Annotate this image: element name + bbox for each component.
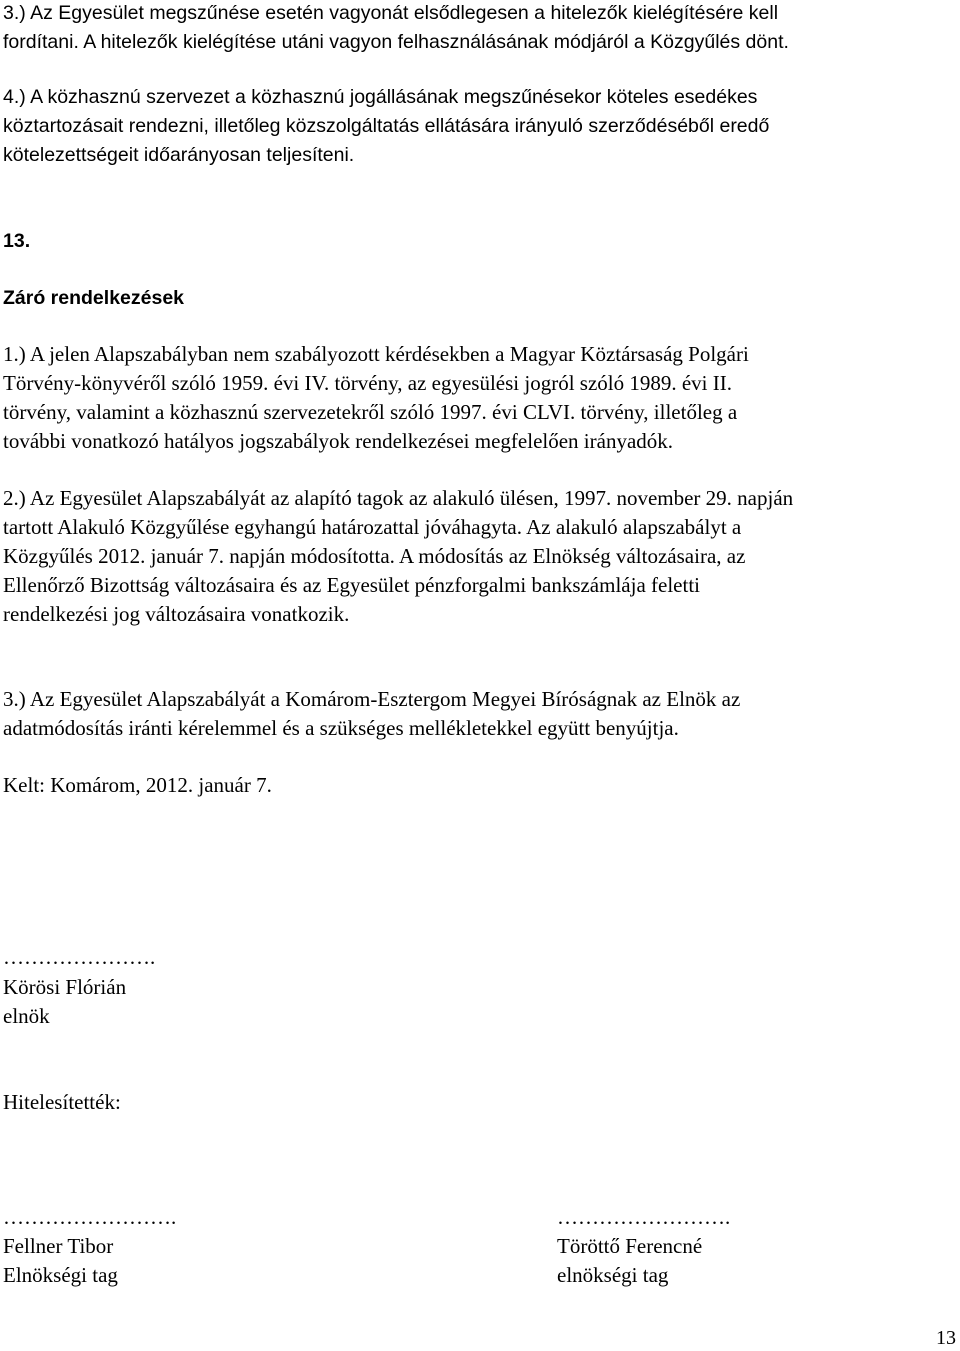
paragraph-4-line-3: kötelezettségeit időarányosan teljesíteni. bbox=[3, 144, 355, 166]
section-title: Záró rendelkezések bbox=[3, 287, 185, 309]
paragraph-4-line-1: 4.) A közhasznú szervezet a közhasznú jogállásának megszűnésekor köteles esedékes bbox=[3, 86, 758, 108]
section-number-text: 13. bbox=[3, 230, 31, 252]
signer-left-name: Fellner Tibor bbox=[3, 1234, 114, 1258]
president-role: elnök bbox=[3, 1004, 50, 1028]
final-para-2-line-5: rendelkezési jog változásaira vonatkozik. bbox=[3, 602, 350, 626]
president-signature-dots: …………………. bbox=[3, 945, 156, 969]
section-sign-placeholder bbox=[36, 230, 41, 252]
signer-left-role: Elnökségi tag bbox=[3, 1263, 118, 1287]
final-para-3-line-2: adatmódosítás iránti kérelemmel és a szükséges mellékletekkel együtt benyújtja. bbox=[3, 716, 679, 740]
final-para-1-line-2: Törvény-könyvéről szóló 1959. évi IV. törvény, az egyesülési jogról szóló 1989. évi II. bbox=[3, 371, 733, 395]
signer-right-role: elnökségi tag bbox=[557, 1263, 669, 1287]
final-para-2-line-3: Közgyűlés 2012. január 7. napján módosította. A módosítás az Elnökség változásaira, az bbox=[3, 544, 746, 568]
final-para-3-line-1: 3.) Az Egyesület Alapszabályát a Komárom-Esztergom Megyei Bíróságnak az Elnök az bbox=[3, 687, 741, 711]
paragraph-3-line-2: fordítani. A hitelezők kielégítése utáni vagyon felhasználásának módjáról a Közgyűlés dönt. bbox=[3, 31, 789, 53]
final-para-2-line-1: 2.) Az Egyesület Alapszabályát az alapító tagok az alakuló ülésen, 1997. november 29. napján bbox=[3, 486, 794, 510]
signer-left-dots: ……………………. bbox=[3, 1205, 177, 1229]
section-number bbox=[3, 228, 41, 255]
date-line: Kelt: Komárom, 2012. január 7. bbox=[3, 773, 272, 797]
final-para-2-line-4: Ellenőrző Bizottság változásaira és az Egyesület pénzforgalmi bankszámlája feletti bbox=[3, 573, 700, 597]
paragraph-3-line-1: 3.) Az Egyesület megszűnése esetén vagyonát elsődlegesen a hitelezők kielégítésére kell bbox=[3, 2, 779, 24]
final-para-2-line-2: tartott Alakuló Közgyűlése egyhangú határozattal jóváhagyta. Az alakuló alapszabályt a bbox=[3, 515, 742, 539]
final-para-1-line-4: további vonatkozó hatályos jogszabályok rendelkezései megfelelően irányadók. bbox=[3, 429, 674, 453]
signer-right-name: Töröttő Ferencné bbox=[557, 1234, 703, 1258]
final-para-1-line-1: 1.) A jelen Alapszabályban nem szabályozott kérdésekben a Magyar Köztársaság Polgári bbox=[3, 342, 749, 366]
page-number: 13 bbox=[936, 1327, 956, 1349]
final-para-1-line-3: törvény, valamint a közhasznú szervezetekről szóló 1997. évi CLVI. törvény, illetőleg a bbox=[3, 400, 738, 424]
authenticated-label: Hitelesítették: bbox=[3, 1090, 121, 1114]
signer-right-dots: ……………………. bbox=[557, 1205, 731, 1229]
president-name: Körösi Flórián bbox=[3, 975, 127, 999]
paragraph-4-line-2: köztartozásait rendezni, illetőleg közszolgáltatás ellátására irányuló szerződéséből eredő bbox=[3, 115, 770, 137]
